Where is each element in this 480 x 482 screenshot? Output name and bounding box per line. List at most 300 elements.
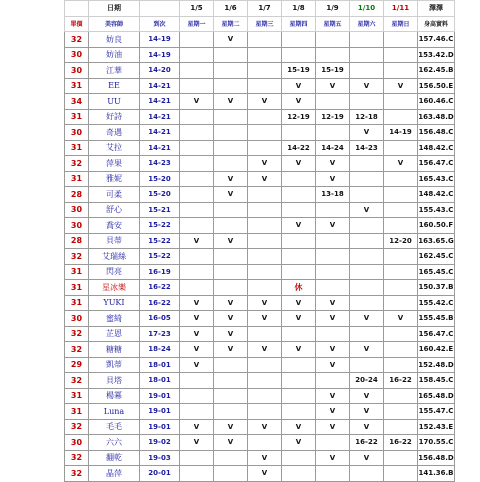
day-cell (248, 218, 282, 234)
day-cell: 14-22 (282, 140, 316, 156)
day-cell (214, 280, 248, 296)
arrival-cell: 14-21 (140, 140, 180, 156)
day-cell: V (180, 357, 214, 373)
day-cell (316, 280, 350, 296)
arrival-cell: 14-19 (140, 32, 180, 48)
day-cell: 14-23 (350, 140, 384, 156)
day-cell: V (180, 435, 214, 451)
day-cell: V (282, 295, 316, 311)
arrival-cell: 19-01 (140, 419, 180, 435)
day-cell (282, 264, 316, 280)
arrival-cell: 18-01 (140, 373, 180, 389)
day-cell (350, 32, 384, 48)
day-cell (214, 109, 248, 125)
day-cell (180, 140, 214, 156)
measurements-cell: 155.45.B (418, 311, 455, 327)
day-cell: V (316, 357, 350, 373)
arrival-cell: 14-21 (140, 109, 180, 125)
stylist-name-cell: Luna (89, 404, 140, 420)
pay-cell: 30 (65, 435, 89, 451)
day-cell (248, 63, 282, 79)
day-cell: V (248, 342, 282, 358)
table-row (65, 156, 455, 172)
arrival-cell: 16-22 (140, 280, 180, 296)
pay-cell: 31 (65, 109, 89, 125)
header-pay: 單價 (65, 16, 89, 32)
measurements-cell: 165.48.D (418, 388, 455, 404)
pay-cell: 31 (65, 295, 89, 311)
pay-cell: 30 (65, 202, 89, 218)
stylist-name-cell: 糖糖 (89, 342, 140, 358)
pay-cell: 30 (65, 125, 89, 141)
day-cell: V (248, 156, 282, 172)
arrival-cell: 18-24 (140, 342, 180, 358)
day-cell (248, 109, 282, 125)
day-cell: V (350, 404, 384, 420)
measurements-cell: 163.48.D (418, 109, 455, 125)
pay-cell: 28 (65, 187, 89, 203)
day-cell: 16-22 (350, 435, 384, 451)
header-weekday: 星期四 (282, 16, 316, 32)
arrival-cell: 19-01 (140, 388, 180, 404)
day-cell (282, 450, 316, 466)
day-cell (214, 357, 248, 373)
day-cell (214, 47, 248, 63)
day-cell (350, 466, 384, 482)
day-cell: V (316, 311, 350, 327)
stylist-name-cell: 喬安 (89, 218, 140, 234)
pay-cell: 32 (65, 326, 89, 342)
header-weekday: 星期二 (214, 16, 248, 32)
day-cell: 12-20 (384, 233, 418, 249)
day-cell: V (180, 419, 214, 435)
day-cell (316, 233, 350, 249)
measurements-cell: 155.43.C (418, 202, 455, 218)
table-row (65, 280, 455, 296)
arrival-cell: 14-21 (140, 94, 180, 110)
table-row (65, 388, 455, 404)
day-cell: V (180, 295, 214, 311)
day-cell: V (350, 311, 384, 327)
day-cell (384, 450, 418, 466)
day-cell: V (248, 450, 282, 466)
stylist-name-cell: 楊冪 (89, 388, 140, 404)
day-cell: 16-22 (384, 373, 418, 389)
day-cell (248, 388, 282, 404)
day-cell: V (350, 202, 384, 218)
day-cell (384, 280, 418, 296)
day-cell (180, 109, 214, 125)
table-row (65, 311, 455, 327)
measurements-cell: 160.50.F (418, 218, 455, 234)
measurements-cell: 156.50.E (418, 78, 455, 94)
day-cell (316, 466, 350, 482)
stylist-name-cell: 晶萍 (89, 466, 140, 482)
stylist-name-cell: EE (89, 78, 140, 94)
arrival-cell: 18-01 (140, 357, 180, 373)
arrival-cell: 15-20 (140, 171, 180, 187)
table-row (65, 450, 455, 466)
pay-cell: 32 (65, 249, 89, 265)
stylist-name-cell: 翻乾 (89, 450, 140, 466)
day-cell (180, 125, 214, 141)
measurements-cell: 155.42.C (418, 295, 455, 311)
day-cell (248, 125, 282, 141)
day-cell: V (214, 94, 248, 110)
header-date: 1/9 (316, 1, 350, 17)
arrival-cell: 15-22 (140, 233, 180, 249)
stylist-name-cell: 舒心 (89, 202, 140, 218)
measurements-cell: 148.42.C (418, 140, 455, 156)
day-cell (350, 264, 384, 280)
day-cell (384, 342, 418, 358)
arrival-cell: 19-02 (140, 435, 180, 451)
header-blank-cell (65, 1, 89, 17)
day-cell: V (316, 218, 350, 234)
pay-cell: 31 (65, 280, 89, 296)
day-cell (180, 32, 214, 48)
header-date: 1/5 (180, 1, 214, 17)
day-cell (316, 249, 350, 265)
day-cell: V (180, 233, 214, 249)
day-cell: V (384, 78, 418, 94)
arrival-cell: 16-22 (140, 295, 180, 311)
day-cell: 20-24 (350, 373, 384, 389)
day-cell: V (316, 404, 350, 420)
stylist-name-cell: 貝塔 (89, 373, 140, 389)
day-cell (214, 125, 248, 141)
arrival-cell: 17-23 (140, 326, 180, 342)
stylist-name-cell: 妨油 (89, 47, 140, 63)
day-cell (384, 202, 418, 218)
day-cell (248, 435, 282, 451)
day-cell (384, 171, 418, 187)
table-row (65, 342, 455, 358)
day-cell (248, 357, 282, 373)
day-cell (316, 32, 350, 48)
header-date: 1/7 (248, 1, 282, 17)
stylist-name-cell: 好詩 (89, 109, 140, 125)
table-row (65, 140, 455, 156)
day-cell: V (214, 311, 248, 327)
header-date: 1/6 (214, 1, 248, 17)
stylist-name-cell: YUKI (89, 295, 140, 311)
day-cell (248, 78, 282, 94)
day-cell (214, 202, 248, 218)
day-cell (248, 280, 282, 296)
day-cell (214, 450, 248, 466)
day-cell: V (214, 32, 248, 48)
day-cell: 16-22 (384, 435, 418, 451)
day-cell (248, 47, 282, 63)
day-cell (384, 47, 418, 63)
day-cell (350, 187, 384, 203)
day-cell (248, 140, 282, 156)
day-cell: 15-19 (316, 63, 350, 79)
measurements-cell: 152.48.D (418, 357, 455, 373)
day-cell: 14-24 (316, 140, 350, 156)
table-row (65, 171, 455, 187)
day-cell (180, 187, 214, 203)
table-row (65, 47, 455, 63)
table-row (65, 326, 455, 342)
day-cell: V (350, 342, 384, 358)
day-cell (282, 388, 316, 404)
pay-cell: 32 (65, 156, 89, 172)
stylist-name-cell: 奇遇 (89, 125, 140, 141)
table-row (65, 466, 455, 482)
day-cell: V (214, 326, 248, 342)
measurements-cell: 156.48.C (418, 125, 455, 141)
measurements-cell: 156.47.C (418, 156, 455, 172)
day-cell (316, 125, 350, 141)
table-row (65, 78, 455, 94)
stylist-name-cell: 毛毛 (89, 419, 140, 435)
stylist-name-cell: UU (89, 94, 140, 110)
day-cell: V (248, 419, 282, 435)
day-cell (282, 466, 316, 482)
header-weekday: 星期六 (350, 16, 384, 32)
arrival-cell: 15-22 (140, 218, 180, 234)
day-cell (248, 32, 282, 48)
day-cell: V (180, 311, 214, 327)
day-cell (384, 187, 418, 203)
day-cell (282, 357, 316, 373)
day-cell (316, 326, 350, 342)
day-cell (180, 264, 214, 280)
table-row (65, 218, 455, 234)
header-row-labels (65, 16, 455, 32)
arrival-cell: 19-03 (140, 450, 180, 466)
day-cell (214, 249, 248, 265)
day-cell: 14-19 (384, 125, 418, 141)
day-cell (384, 326, 418, 342)
day-cell (248, 404, 282, 420)
day-cell: V (350, 388, 384, 404)
day-cell: V (350, 125, 384, 141)
day-cell: V (350, 419, 384, 435)
day-cell (214, 63, 248, 79)
arrival-cell: 16-05 (140, 311, 180, 327)
measurements-cell: 157.46.C (418, 32, 455, 48)
day-cell (214, 388, 248, 404)
day-cell (282, 249, 316, 265)
day-cell: V (282, 218, 316, 234)
stylist-name-cell: 凱蒂 (89, 357, 140, 373)
day-cell (180, 466, 214, 482)
day-cell (350, 357, 384, 373)
pay-cell: 30 (65, 311, 89, 327)
measurements-cell: 160.46.C (418, 94, 455, 110)
day-cell (316, 47, 350, 63)
measurements-cell: 162.45.C (418, 249, 455, 265)
day-cell (180, 280, 214, 296)
arrival-cell: 15-22 (140, 249, 180, 265)
day-cell (384, 388, 418, 404)
day-cell: V (214, 435, 248, 451)
day-cell (384, 63, 418, 79)
day-cell: V (384, 156, 418, 172)
day-cell: 12-18 (350, 109, 384, 125)
header-date-sunday: 1/11 (384, 1, 418, 17)
stylist-name-cell: 可柔 (89, 187, 140, 203)
table-row (65, 295, 455, 311)
table-row (65, 419, 455, 435)
day-cell (350, 249, 384, 265)
day-cell: V (180, 342, 214, 358)
day-cell (282, 404, 316, 420)
day-cell (384, 419, 418, 435)
day-cell: V (316, 295, 350, 311)
day-cell: 13-18 (316, 187, 350, 203)
pay-cell: 32 (65, 32, 89, 48)
pay-cell: 32 (65, 466, 89, 482)
stylist-name-cell: 貝蒂 (89, 233, 140, 249)
arrival-cell: 14-21 (140, 78, 180, 94)
day-cell (214, 264, 248, 280)
day-cell (214, 404, 248, 420)
table-row (65, 357, 455, 373)
day-cell (350, 326, 384, 342)
arrival-cell: 14-23 (140, 156, 180, 172)
measurements-cell: 141.36.B (418, 466, 455, 482)
header-row-dates (65, 1, 455, 17)
header-last-col: 澤澤 (418, 1, 455, 17)
day-cell (248, 264, 282, 280)
pay-cell: 31 (65, 78, 89, 94)
day-cell (180, 388, 214, 404)
measurements-cell: 160.42.E (418, 342, 455, 358)
day-cell: V (282, 419, 316, 435)
day-cell (214, 373, 248, 389)
measurements-cell: 163.65.G (418, 233, 455, 249)
day-cell (350, 218, 384, 234)
measurements-cell: 150.37.B (418, 280, 455, 296)
day-cell (384, 109, 418, 125)
day-cell (384, 357, 418, 373)
pay-cell: 32 (65, 373, 89, 389)
day-cell (180, 249, 214, 265)
stylist-name-cell: 閃亮 (89, 264, 140, 280)
day-cell (350, 295, 384, 311)
arrival-cell: 20-01 (140, 466, 180, 482)
day-cell (384, 466, 418, 482)
arrival-cell: 14-20 (140, 63, 180, 79)
stylist-name-cell: 江華 (89, 63, 140, 79)
day-cell (384, 94, 418, 110)
measurements-cell: 148.42.C (418, 187, 455, 203)
header-weekday: 星期一 (180, 16, 214, 32)
day-cell (384, 32, 418, 48)
day-cell: V (214, 171, 248, 187)
day-cell (282, 171, 316, 187)
table-row (65, 264, 455, 280)
measurements-cell: 170.55.C (418, 435, 455, 451)
day-cell: V (316, 156, 350, 172)
stylist-name-cell: 艾瑞絲 (89, 249, 140, 265)
day-cell (282, 202, 316, 218)
day-cell (214, 466, 248, 482)
table-row (65, 32, 455, 48)
arrival-cell: 19-01 (140, 404, 180, 420)
day-cell (384, 264, 418, 280)
day-cell (180, 171, 214, 187)
day-cell (282, 233, 316, 249)
stylist-name-cell: 妨良 (89, 32, 140, 48)
stylist-name-cell: 芷恩 (89, 326, 140, 342)
day-cell: V (248, 171, 282, 187)
pay-cell: 31 (65, 404, 89, 420)
arrival-cell: 15-21 (140, 202, 180, 218)
header-date-label: 日期 (89, 1, 140, 17)
day-cell (350, 94, 384, 110)
day-cell: V (248, 466, 282, 482)
day-cell: V (248, 295, 282, 311)
day-cell: V (214, 419, 248, 435)
day-cell (384, 218, 418, 234)
header-stylist: 美容師 (89, 16, 140, 32)
pay-cell: 31 (65, 264, 89, 280)
header-weekday: 星期日 (384, 16, 418, 32)
header-blank-cell (140, 1, 180, 17)
day-cell (248, 249, 282, 265)
pay-cell: 32 (65, 342, 89, 358)
day-cell (248, 202, 282, 218)
day-cell: V (350, 450, 384, 466)
measurements-cell: 155.47.C (418, 404, 455, 420)
day-cell: V (214, 342, 248, 358)
day-cell (180, 404, 214, 420)
day-cell (180, 218, 214, 234)
day-cell: 休 (282, 280, 316, 296)
measurements-cell: 153.42.D (418, 47, 455, 63)
day-cell: V (316, 419, 350, 435)
day-cell (282, 32, 316, 48)
day-cell: V (180, 94, 214, 110)
measurements-cell: 165.43.C (418, 171, 455, 187)
day-cell (214, 156, 248, 172)
day-cell: V (316, 388, 350, 404)
stylist-name-cell: 雅妮 (89, 171, 140, 187)
pay-cell: 28 (65, 233, 89, 249)
day-cell (282, 326, 316, 342)
day-cell (248, 373, 282, 389)
day-cell (214, 78, 248, 94)
day-cell (350, 280, 384, 296)
day-cell: V (282, 94, 316, 110)
table-row (65, 187, 455, 203)
day-cell (316, 435, 350, 451)
table-row (65, 63, 455, 79)
day-cell (316, 94, 350, 110)
day-cell: V (282, 311, 316, 327)
schedule-table (64, 0, 455, 482)
header-weekday: 星期五 (316, 16, 350, 32)
pay-cell: 34 (65, 94, 89, 110)
day-cell (282, 47, 316, 63)
day-cell (384, 295, 418, 311)
day-cell (180, 78, 214, 94)
day-cell: V (316, 78, 350, 94)
arrival-cell: 14-19 (140, 47, 180, 63)
day-cell: V (214, 233, 248, 249)
day-cell: V (180, 326, 214, 342)
day-cell (180, 47, 214, 63)
day-cell (248, 326, 282, 342)
header-date: 1/8 (282, 1, 316, 17)
day-cell: V (282, 156, 316, 172)
table-row (65, 202, 455, 218)
